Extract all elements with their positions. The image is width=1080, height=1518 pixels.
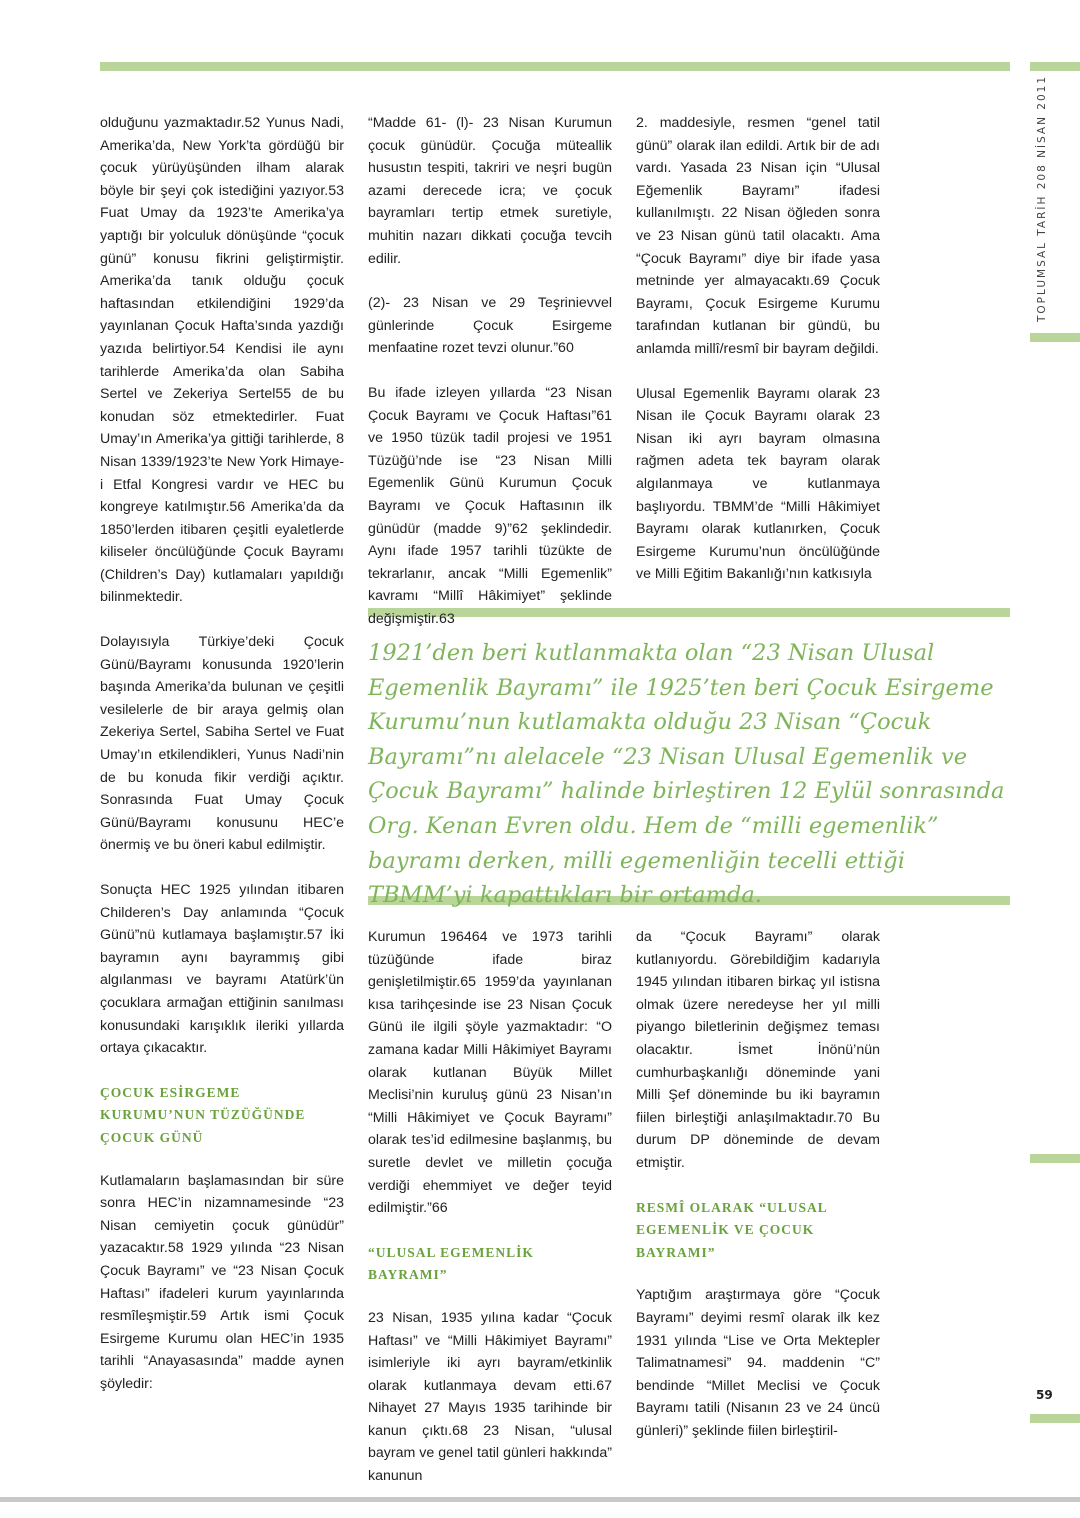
- bottom-rule: [0, 1497, 1080, 1502]
- paragraph: da “Çocuk Bayramı” olarak kutlanıyordu. Görebildiğim kadarıyla 1945 yılından itibaren birkaç yıl istisna olmak üzere neredeyse her yıl milli piyango biletlerinin değişmez teması olacaktır. İsmet İnönü’nün cumhurbaşkanlığı döneminde yani Milli Şef döneminde bu iki bayramın fiilen birleştiği anlaşılmaktadır.70 Bu durum DP döneminde de devam etmiştir.: [636, 929, 880, 1171]
- paragraph: olduğunu yazmaktadır.52 Yunus Nadi, Amerika’da, New York’ta gördüğü bir çocuk yürüyüşünden ilham alarak böyle bir şeyi çok istediğini yazıyor.53 Fuat Umay da 1923’te Amerika’ya yaptığı bir yolculuk dönüşünde “çocuk günü” konusu fikrini geliştirmiştir. Amerika’da tanık olduğu çocuk haftasından etkilendiğini 1929’da yayınlanan Çocuk Hafta’sında yazdığı yazıda belirtiyor.54 Kendisi ile aynı tarihlerde Amerika’da olan Sabiha Sertel ve Zekeriya Sertel55 de bu konudan söz etmektedirler. Fuat Umay’ın Amerika’ya gittiği tarihlerde, 8 Nisan 1339/1923’te New York Himaye-i Etfal Kongresi vardır ve HEC bu kongreye katılmıştır.56 Amerika’da da 1850’lerden itibaren çeşitli eyaletlerde kiliseler öncülüğünde Çocuk Bayramı (Children’s Day) kutlamaları yapıldığı bilinmektedir.: [100, 115, 344, 606]
- side-tab-middle: [1030, 333, 1080, 342]
- paragraph: (2)- 23 Nisan ve 29 Teşrinievvel günlerinde Çocuk Esirgeme menfaatine rozet tevzi olunur.”60: [368, 295, 612, 357]
- pull-quote: 1921’den beri kutlanmakta olan “23 Nisan Ulusal Egemenlik Bayramı” ile 1925’ten beri Çocuk Esirgeme Kurumu’nun kutlamakta olduğu 23 Nisan “Çocuk Bayramı”nı alelacele “23 Nisan Ulusal Egemenlik ve Çocuk Bayramı” halinde birleştiren 12 Eylül sonrasında Org. Kenan Evren oldu. Hem de “milli egemenlik” bayramı derken, milli egemenliğin tecelli ettiği TBMM’yi kapattıkları bir ortamda.: [368, 640, 1005, 909]
- side-tab-bottom: [1030, 1414, 1080, 1423]
- paragraph: 2. maddesiyle, resmen “genel tatil günü” olarak ilan edildi. Artık bir de adı vardı. Yasada 23 Nisan için “Ulusal Eğemenlik Bayramı” ifadesi kullanılmıştı. 22 Nisan öğleden sonra ve 23 Nisan günü tatil olacaktı. Ama “Çocuk Bayramı” diye bir ifade yasa metninde yer almayacaktı.69 Çocuk Bayramı, Çocuk Esirgeme Kurumu tarafından kutlanan bir gündü, bu anlamda millî/resmî bir bayram değildi.: [636, 115, 880, 357]
- column-3-upper: [636, 112, 880, 586]
- top-rule: [100, 62, 1010, 71]
- paragraph: Sonuçta HEC 1925 yılından itibaren Childeren’s Day anlamında “Çocuk Günü”nü kutlamaya başlamıştır.57 İki bayramın aynı bayrammış gibi algılanması ve bayramı Atatürk’ün çocuklara armağan ettiğinin sanılması konusundaki karışıklık ileriki yıllarda ortaya çıkacaktır.: [100, 882, 344, 1057]
- running-head-text: TOPLUMSAL TARİH 208 NİSAN 2011: [1036, 74, 1048, 322]
- paragraph: Kutlamaların başlamasından bir süre sonra HEC’in nizamnamesinde “23 Nisan cemiyetin çocuk günüdür” yazacaktır.58 1929 yılında “23 Nisan Çocuk Bayramı” ve “23 Nisan Çocuk Haftası” ifadeleri kurum yayınlarında resmîleşmiştir.59 Artık ismi Çocuk Esirgeme Kurumu olan HEC’in 1935 tarihli “Anayasasında” madde aynen şöyledir:: [100, 1172, 344, 1392]
- column-2-upper: [368, 112, 612, 630]
- column-2-lower: [368, 926, 612, 1488]
- side-tab-top: [1030, 62, 1080, 71]
- paragraph: Yaptığım araştırmaya göre “Çocuk Bayramı” deyimi resmî olarak ilk kez 1931 yılında “Lise ve Orta Mektepler Talimatnamesi” 94. maddenin “C” bendinde “Millet Meclisi ve Çocuk Bayramı tatili (Nisanın 23 ve 24 üncü günleri)” şeklinde fiilen birleştiril-: [636, 1287, 880, 1439]
- paragraph: 23 Nisan, 1935 yılına kadar “Çocuk Haftası” ve “Milli Hâkimiyet Bayramı” isimleriyle iki ayrı bayram/etkinlik olarak kutlanmaya devam etti.67 Nihayet 27 Mayıs 1935 tarihinde bir kanun çıktı.68 23 Nisan, “ulusal bayram ve genel tatil günleri hakkında” kanunun: [368, 1309, 612, 1485]
- paragraph: Bu ifade izleyen yıllarda “23 Nisan Çocuk Bayramı ve Çocuk Haftası”61 ve 1950 tüzük tadil projesi ve 1951 Tüzüğü’nde ise “23 Nisan Milli Egemenlik Günü Kurumun Çocuk Bayramı ve Çocuk Haftasının ilk günüdür (madde 9)”62 şeklindedir. Aynı ifade 1957 tarihli tüzükte de tekrarlanır, ancak “Milli Egemenlik” kavramı “Millî Hâkimiyet” şeklinde değişmiştir.63: [368, 384, 612, 627]
- section-heading: “ULUSAL EGEMENLİK BAYRAMI”: [368, 1244, 534, 1283]
- section-heading: RESMÎ OLARAK “ULUSAL EGEMENLİK VE ÇOCUK BAYRAMI”: [636, 1199, 828, 1260]
- page-number: 59: [1036, 1388, 1053, 1402]
- paragraph: Dolayısıyla Türkiye’deki Çocuk Günü/Bayramı konusunda 1920’lerin başında Amerika’da bulunan ve çeşitli vesilelerle de bir araya gelmiş olan Zekeriya Sertel, Sabiha Sertel ve Fuat Umay’ın etkilendikleri, Yunus Nadi’nin de bu konuda fikir verdiği açıktır. Sonrasında Fuat Umay Çocuk Günü/Bayramı konusunu HEC’e önermiş ve bu öneri kabul edilmiştir.: [100, 634, 344, 854]
- running-head: [1036, 74, 1052, 322]
- column-3-lower: [636, 926, 880, 1442]
- paragraph: Ulusal Egemenlik Bayramı olarak 23 Nisan ile Çocuk Bayramı olarak 23 Nisan iki ayrı bayram olmasına rağmen adeta tek bayram olarak algılanmaya ve kutlanmaya başlıyordu. TBMM’de “Milli Hâkimiyet Bayramı olarak kutlanırken, Çocuk Esirgeme Kurumu’nun öncülüğünde ve Milli Eğitim Bakanlığı’nın katkısıyla: [636, 385, 880, 583]
- section-heading: ÇOCUK ESİRGEME KURUMU’NUN TÜZÜĞÜNDE ÇOCUK GÜNÜ: [100, 1084, 306, 1145]
- column-1: [100, 112, 344, 1395]
- paragraph: Kurumun 196464 ve 1973 tarihli tüzüğünde ifade biraz genişletilmiştir.65 1959’da yayınlanan kısa tarihçesinde ise 23 Nisan Çocuk Günü ile ilgili şöyle yazmaktadır: “O zamana kadar Milli Hâkimiyet Bayramı olarak kutlanan Büyük Millet Meclisi’nin kuruluş günü 23 Nisan’ın “Milli Hâkimiyet ve Çocuk Bayramı” olarak tes’id edilmesine başlanmış, bu suretle devlet ve milletin çocuğa verdiği ehemmiyet ve değer teyid edilmiştir.”66: [368, 929, 612, 1217]
- side-tab-lower: [1030, 1154, 1080, 1163]
- paragraph: “Madde 61- (l)- 23 Nisan Kurumun çocuk günüdür. Çocuğa müteallik husustın tespiti, takriri ve neşri bugün azami derecede icra; ve çocuk bayramları tertip etmek suretiyle, muhitin nazarı dikkati çocuğa tevcih edilir.: [368, 115, 612, 267]
